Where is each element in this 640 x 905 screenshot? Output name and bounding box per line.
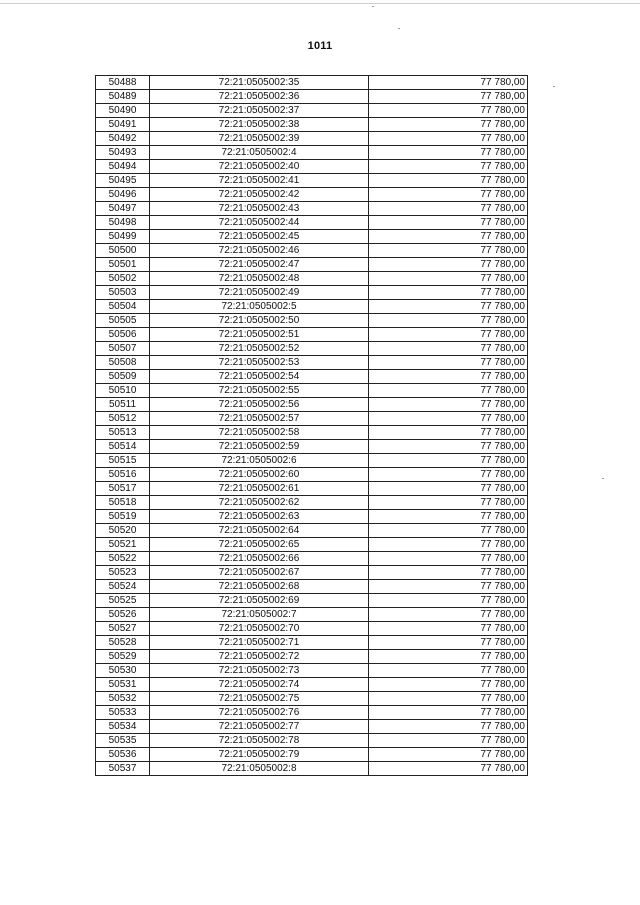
cadastral-number-cell: 72:21:0505002:49 xyxy=(150,286,369,300)
value-cell: 77 780,00 xyxy=(369,608,528,622)
value-cell: 77 780,00 xyxy=(369,720,528,734)
value-cell: 77 780,00 xyxy=(369,692,528,706)
value-cell: 77 780,00 xyxy=(369,482,528,496)
cadastral-number-cell: 72:21:0505002:79 xyxy=(150,748,369,762)
table-row xyxy=(96,510,528,524)
cadastral-number-cell: 72:21:0505002:8 xyxy=(150,762,369,776)
cadastral-number-cell: 72:21:0505002:63 xyxy=(150,510,369,524)
table-row xyxy=(96,706,528,720)
record-number-cell: 50534 xyxy=(96,720,150,734)
table-row xyxy=(96,594,528,608)
value-cell: 77 780,00 xyxy=(369,468,528,482)
table-row xyxy=(96,636,528,650)
table-row xyxy=(96,650,528,664)
table-row xyxy=(96,188,528,202)
table-row xyxy=(96,524,528,538)
record-number-cell: 50490 xyxy=(96,104,150,118)
value-cell: 77 780,00 xyxy=(369,370,528,384)
cadastral-number-cell: 72:21:0505002:54 xyxy=(150,370,369,384)
record-number-cell: 50537 xyxy=(96,762,150,776)
cadastral-number-cell: 72:21:0505002:4 xyxy=(150,146,369,160)
value-cell: 77 780,00 xyxy=(369,748,528,762)
table-row xyxy=(96,342,528,356)
table-row xyxy=(96,216,528,230)
table-row xyxy=(96,328,528,342)
record-number-cell: 50511 xyxy=(96,398,150,412)
value-cell: 77 780,00 xyxy=(369,356,528,370)
table-row xyxy=(96,580,528,594)
cadastral-number-cell: 72:21:0505002:53 xyxy=(150,356,369,370)
cadastral-number-cell: 72:21:0505002:62 xyxy=(150,496,369,510)
record-number-cell: 50521 xyxy=(96,538,150,552)
value-cell: 77 780,00 xyxy=(369,118,528,132)
table-row xyxy=(96,412,528,426)
table-row xyxy=(96,608,528,622)
table-row xyxy=(96,314,528,328)
cadastral-number-cell: 72:21:0505002:69 xyxy=(150,594,369,608)
cadastral-number-cell: 72:21:0505002:38 xyxy=(150,118,369,132)
table-row xyxy=(96,762,528,776)
table-row xyxy=(96,272,528,286)
scan-speck xyxy=(602,478,604,479)
value-cell: 77 780,00 xyxy=(369,762,528,776)
cadastral-number-cell: 72:21:0505002:76 xyxy=(150,706,369,720)
table-row xyxy=(96,300,528,314)
record-number-cell: 50491 xyxy=(96,118,150,132)
record-number-cell: 50517 xyxy=(96,482,150,496)
record-number-cell: 50525 xyxy=(96,594,150,608)
record-number-cell: 50506 xyxy=(96,328,150,342)
value-cell: 77 780,00 xyxy=(369,258,528,272)
value-cell: 77 780,00 xyxy=(369,412,528,426)
scan-speck xyxy=(398,28,400,29)
value-cell: 77 780,00 xyxy=(369,146,528,160)
table-row xyxy=(96,384,528,398)
record-number-cell: 50503 xyxy=(96,286,150,300)
scan-speck xyxy=(553,86,555,87)
cadastral-number-cell: 72:21:0505002:61 xyxy=(150,482,369,496)
record-number-cell: 50500 xyxy=(96,244,150,258)
value-cell: 77 780,00 xyxy=(369,706,528,720)
cadastral-number-cell: 72:21:0505002:56 xyxy=(150,398,369,412)
table-row xyxy=(96,426,528,440)
value-cell: 77 780,00 xyxy=(369,566,528,580)
cadastral-number-cell: 72:21:0505002:7 xyxy=(150,608,369,622)
table-row xyxy=(96,566,528,580)
record-number-cell: 50519 xyxy=(96,510,150,524)
record-number-cell: 50518 xyxy=(96,496,150,510)
record-number-cell: 50502 xyxy=(96,272,150,286)
cadastral-number-cell: 72:21:0505002:44 xyxy=(150,216,369,230)
value-cell: 77 780,00 xyxy=(369,594,528,608)
table-row xyxy=(96,356,528,370)
table-row xyxy=(96,398,528,412)
value-cell: 77 780,00 xyxy=(369,398,528,412)
table-row xyxy=(96,370,528,384)
value-cell: 77 780,00 xyxy=(369,342,528,356)
table-row xyxy=(96,104,528,118)
record-number-cell: 50493 xyxy=(96,146,150,160)
table-row xyxy=(96,664,528,678)
value-cell: 77 780,00 xyxy=(369,230,528,244)
cadastral-number-cell: 72:21:0505002:45 xyxy=(150,230,369,244)
record-number-cell: 50520 xyxy=(96,524,150,538)
cadastral-number-cell: 72:21:0505002:65 xyxy=(150,538,369,552)
cadastral-number-cell: 72:21:0505002:78 xyxy=(150,734,369,748)
record-number-cell: 50497 xyxy=(96,202,150,216)
table-row xyxy=(96,146,528,160)
value-cell: 77 780,00 xyxy=(369,664,528,678)
record-number-cell: 50529 xyxy=(96,650,150,664)
cadastral-number-cell: 72:21:0505002:66 xyxy=(150,552,369,566)
value-cell: 77 780,00 xyxy=(369,272,528,286)
registry-table-body xyxy=(96,76,528,776)
value-cell: 77 780,00 xyxy=(369,552,528,566)
record-number-cell: 50509 xyxy=(96,370,150,384)
table-row xyxy=(96,440,528,454)
record-number-cell: 50532 xyxy=(96,692,150,706)
record-number-cell: 50494 xyxy=(96,160,150,174)
cadastral-number-cell: 72:21:0505002:70 xyxy=(150,622,369,636)
value-cell: 77 780,00 xyxy=(369,216,528,230)
table-row xyxy=(96,174,528,188)
record-number-cell: 50507 xyxy=(96,342,150,356)
table-row xyxy=(96,692,528,706)
cadastral-number-cell: 72:21:0505002:46 xyxy=(150,244,369,258)
record-number-cell: 50530 xyxy=(96,664,150,678)
value-cell: 77 780,00 xyxy=(369,202,528,216)
table-row xyxy=(96,90,528,104)
cadastral-number-cell: 72:21:0505002:42 xyxy=(150,188,369,202)
cadastral-number-cell: 72:21:0505002:60 xyxy=(150,468,369,482)
value-cell: 77 780,00 xyxy=(369,76,528,90)
page-number: 1011 xyxy=(307,40,333,52)
cadastral-number-cell: 72:21:0505002:39 xyxy=(150,132,369,146)
cadastral-number-cell: 72:21:0505002:52 xyxy=(150,342,369,356)
cadastral-number-cell: 72:21:0505002:40 xyxy=(150,160,369,174)
record-number-cell: 50524 xyxy=(96,580,150,594)
cadastral-number-cell: 72:21:0505002:57 xyxy=(150,412,369,426)
value-cell: 77 780,00 xyxy=(369,132,528,146)
record-number-cell: 50495 xyxy=(96,174,150,188)
cadastral-number-cell: 72:21:0505002:59 xyxy=(150,440,369,454)
cadastral-number-cell: 72:21:0505002:51 xyxy=(150,328,369,342)
table-row xyxy=(96,286,528,300)
table-row xyxy=(96,552,528,566)
value-cell: 77 780,00 xyxy=(369,244,528,258)
cadastral-number-cell: 72:21:0505002:36 xyxy=(150,90,369,104)
value-cell: 77 780,00 xyxy=(369,622,528,636)
value-cell: 77 780,00 xyxy=(369,538,528,552)
table-row xyxy=(96,202,528,216)
table-row xyxy=(96,720,528,734)
record-number-cell: 50515 xyxy=(96,454,150,468)
value-cell: 77 780,00 xyxy=(369,580,528,594)
record-number-cell: 50492 xyxy=(96,132,150,146)
table-row xyxy=(96,132,528,146)
value-cell: 77 780,00 xyxy=(369,524,528,538)
scan-top-edge xyxy=(0,3,640,4)
cadastral-number-cell: 72:21:0505002:77 xyxy=(150,720,369,734)
value-cell: 77 780,00 xyxy=(369,650,528,664)
record-number-cell: 50531 xyxy=(96,678,150,692)
table-row xyxy=(96,678,528,692)
record-number-cell: 50499 xyxy=(96,230,150,244)
record-number-cell: 50528 xyxy=(96,636,150,650)
value-cell: 77 780,00 xyxy=(369,104,528,118)
record-number-cell: 50533 xyxy=(96,706,150,720)
record-number-cell: 50496 xyxy=(96,188,150,202)
registry-table xyxy=(95,75,528,776)
cadastral-number-cell: 72:21:0505002:48 xyxy=(150,272,369,286)
table-row xyxy=(96,538,528,552)
cadastral-number-cell: 72:21:0505002:73 xyxy=(150,664,369,678)
table-row xyxy=(96,160,528,174)
value-cell: 77 780,00 xyxy=(369,286,528,300)
record-number-cell: 50514 xyxy=(96,440,150,454)
value-cell: 77 780,00 xyxy=(369,160,528,174)
record-number-cell: 50498 xyxy=(96,216,150,230)
record-number-cell: 50523 xyxy=(96,566,150,580)
table-row xyxy=(96,454,528,468)
record-number-cell: 50516 xyxy=(96,468,150,482)
record-number-cell: 50489 xyxy=(96,90,150,104)
cadastral-number-cell: 72:21:0505002:64 xyxy=(150,524,369,538)
cadastral-number-cell: 72:21:0505002:58 xyxy=(150,426,369,440)
cadastral-number-cell: 72:21:0505002:75 xyxy=(150,692,369,706)
table-row xyxy=(96,76,528,90)
cadastral-number-cell: 72:21:0505002:68 xyxy=(150,580,369,594)
cadastral-number-cell: 72:21:0505002:71 xyxy=(150,636,369,650)
table-row xyxy=(96,482,528,496)
value-cell: 77 780,00 xyxy=(369,510,528,524)
cadastral-number-cell: 72:21:0505002:43 xyxy=(150,202,369,216)
record-number-cell: 50513 xyxy=(96,426,150,440)
cadastral-number-cell: 72:21:0505002:72 xyxy=(150,650,369,664)
table-row xyxy=(96,258,528,272)
cadastral-number-cell: 72:21:0505002:35 xyxy=(150,76,369,90)
table-row xyxy=(96,468,528,482)
value-cell: 77 780,00 xyxy=(369,188,528,202)
cadastral-number-cell: 72:21:0505002:5 xyxy=(150,300,369,314)
record-number-cell: 50501 xyxy=(96,258,150,272)
table-row xyxy=(96,622,528,636)
record-number-cell: 50510 xyxy=(96,384,150,398)
value-cell: 77 780,00 xyxy=(369,90,528,104)
value-cell: 77 780,00 xyxy=(369,426,528,440)
value-cell: 77 780,00 xyxy=(369,384,528,398)
cadastral-number-cell: 72:21:0505002:37 xyxy=(150,104,369,118)
table-row xyxy=(96,734,528,748)
value-cell: 77 780,00 xyxy=(369,314,528,328)
cadastral-number-cell: 72:21:0505002:55 xyxy=(150,384,369,398)
value-cell: 77 780,00 xyxy=(369,678,528,692)
record-number-cell: 50488 xyxy=(96,76,150,90)
record-number-cell: 50508 xyxy=(96,356,150,370)
record-number-cell: 50512 xyxy=(96,412,150,426)
record-number-cell: 50522 xyxy=(96,552,150,566)
cadastral-number-cell: 72:21:0505002:50 xyxy=(150,314,369,328)
cadastral-number-cell: 72:21:0505002:41 xyxy=(150,174,369,188)
record-number-cell: 50527 xyxy=(96,622,150,636)
value-cell: 77 780,00 xyxy=(369,734,528,748)
cadastral-number-cell: 72:21:0505002:74 xyxy=(150,678,369,692)
record-number-cell: 50535 xyxy=(96,734,150,748)
scan-speck xyxy=(372,6,374,7)
cadastral-number-cell: 72:21:0505002:47 xyxy=(150,258,369,272)
table-row xyxy=(96,496,528,510)
record-number-cell: 50505 xyxy=(96,314,150,328)
value-cell: 77 780,00 xyxy=(369,440,528,454)
value-cell: 77 780,00 xyxy=(369,300,528,314)
value-cell: 77 780,00 xyxy=(369,636,528,650)
value-cell: 77 780,00 xyxy=(369,174,528,188)
record-number-cell: 50504 xyxy=(96,300,150,314)
record-number-cell: 50526 xyxy=(96,608,150,622)
cadastral-number-cell: 72:21:0505002:6 xyxy=(150,454,369,468)
value-cell: 77 780,00 xyxy=(369,328,528,342)
value-cell: 77 780,00 xyxy=(369,454,528,468)
table-row xyxy=(96,244,528,258)
cadastral-number-cell: 72:21:0505002:67 xyxy=(150,566,369,580)
value-cell: 77 780,00 xyxy=(369,496,528,510)
table-row xyxy=(96,748,528,762)
table-row xyxy=(96,230,528,244)
table-row xyxy=(96,118,528,132)
record-number-cell: 50536 xyxy=(96,748,150,762)
